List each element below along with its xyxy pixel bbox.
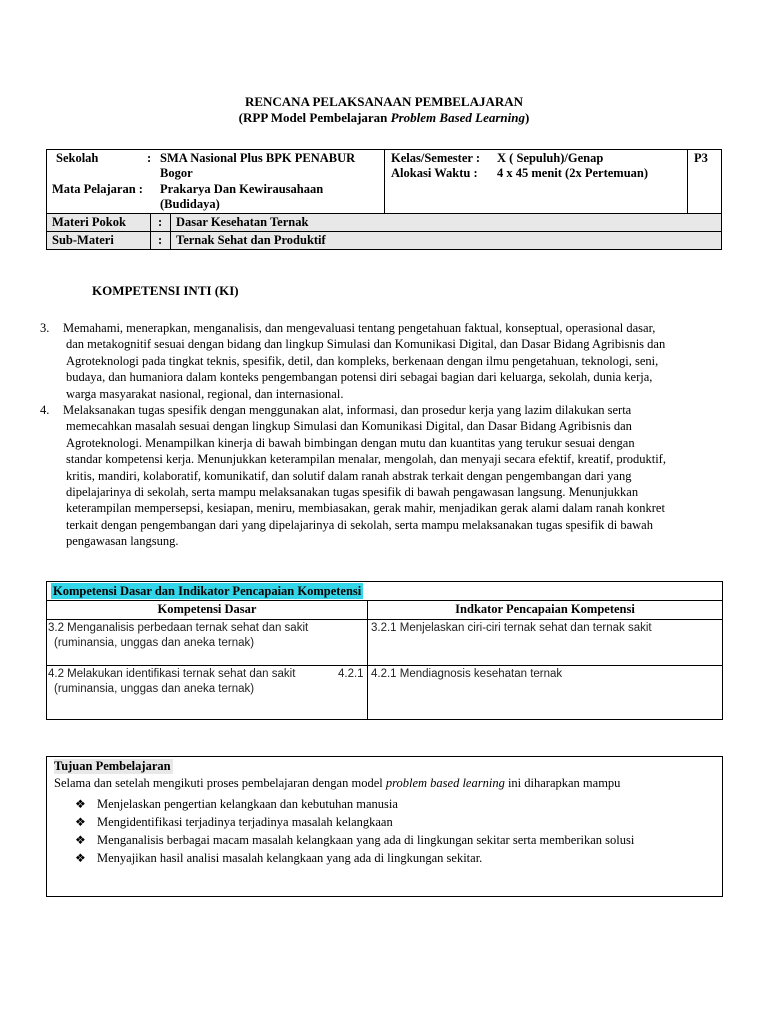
sekolah-colon: :: [147, 151, 152, 165]
ki-line: Melaksanakan tugas spesifik dengan menggunakan alat, informasi, dan prosedur kerja yang lazim dilakukan serta: [63, 403, 632, 417]
tujuan-list: [75, 795, 634, 867]
identity-table: [46, 149, 722, 250]
tujuan-intro: Selama dan setelah mengikuti proses pembelajaran dengan model problem based learning ini diharapkan mampu: [54, 776, 621, 790]
submateri-label: Sub-Materi: [52, 233, 114, 247]
list-item: ❖ Menjelaskan pengertian kelangkaan dan kebutuhan manusia: [75, 797, 398, 811]
kelas-label: Kelas/Semester :: [391, 151, 480, 165]
page-code: P3: [694, 151, 708, 165]
materi-value: Dasar Kesehatan Ternak: [176, 215, 309, 229]
ipk-row-1-text: 3.2.1 Menjelaskan ciri-ciri ternak sehat dan ternak sakit: [371, 622, 652, 634]
diamond-bullet-icon: ❖: [75, 833, 86, 847]
ki-item-3: [40, 320, 740, 402]
ki-line: pengawasan langsung.: [66, 534, 179, 549]
ipk-row-2-text: 4.2.1 Mendiagnosis kesehatan ternak: [371, 668, 563, 680]
kd-row-2-text-cont: (ruminansia, unggas dan aneka ternak): [54, 683, 255, 695]
kd-row-2-tail: 4.2.1: [338, 668, 364, 680]
list-item: ❖ Menyajikan hasil analisi masalah kelangkaan yang ada di lingkungan sekitar.: [75, 851, 483, 865]
ki-line: terkait dengan pengembangan dari yang dipelajarinya di sekolah, serta mampu melaksanakan tugas spesifik di bawah: [66, 517, 653, 532]
kd-col-header: Kompetensi Dasar: [157, 602, 257, 616]
tujuan-box: [46, 756, 723, 897]
list-item: ❖ Menganalisis berbagai macam masalah kelangkaan yang ada di lingkungan sekitar serta memberikan solusi: [75, 833, 635, 847]
ipk-col-header: Indkator Pencapaian Kompetensi: [455, 602, 635, 616]
ki-line: Agroteknologi pada tingkat teknis, spesifik, detil, dan kompleks, berkenaan dengan ilmu pengetahuan, teknologi, seni,: [66, 353, 659, 368]
sekolah-label: Sekolah: [56, 151, 99, 165]
ki-line: standar kompetensi kerja. Menunjukkan keterampilan menalar, mengolah, dan menyaji secara efektif, kreatif, produktif,: [66, 452, 666, 467]
materi-label: Materi Pokok: [52, 215, 126, 229]
materi-colon: :: [158, 215, 163, 229]
alokasi-label: Alokasi Waktu :: [391, 166, 478, 180]
diamond-bullet-icon: ❖: [75, 797, 86, 811]
ki-line: keterampilan mempersepsi, kesiapan, meniru, membiasakan, gerak mahir, menjadikan gerak alami dalam ranah konkret: [66, 501, 665, 516]
kd-row-2-text: 4.2 Melakukan identifikasi ternak sehat dan sakit: [48, 668, 296, 680]
diamond-bullet-icon: ❖: [75, 815, 86, 829]
document-title: RENCANA PELAKSANAAN PEMBELAJARAN: [244, 94, 524, 109]
ki-item-4: [40, 402, 740, 550]
mapel-label: Mata Pelajaran :: [52, 182, 143, 196]
ki-line: dipelajarinya di sekolah, serta mampu melaksanakan tugas spesifik di bawah pengawasan langsung. Menunjukkan: [66, 485, 639, 500]
mapel-value-cont: (Budidaya): [160, 197, 220, 211]
ki-line: Memahami, menerapkan, menganalisis, dan mengevaluasi tentang pengetahuan faktual, konseptual, operasional dasar,: [63, 321, 656, 335]
ki-heading: KOMPETENSI INTI (KI): [92, 283, 239, 298]
submateri-value: Ternak Sehat dan Produktif: [176, 233, 326, 247]
sekolah-value-cont: Bogor: [160, 166, 193, 180]
kd-row-1-text: 3.2 Menganalisis perbedaan ternak sehat dan sakit: [48, 622, 309, 634]
submateri-colon: :: [158, 233, 163, 247]
ki-line: memecahkan masalah sesuai dengan lingkup Simulasi dan Komunikasi Digital, dan Dasar Bidang Agribisnis dan: [66, 419, 632, 434]
alokasi-value: 4 x 45 menit (2x Pertemuan): [497, 166, 649, 180]
list-item: ❖ Mengidentifikasi terjadinya terjadinya masalah kelangkaan: [75, 815, 393, 829]
kd-table: [46, 581, 723, 720]
ki-line: warga masyarakat nasional, regional, dan internasional.: [66, 386, 344, 401]
kd-table-title: Kompetensi Dasar dan Indikator Pencapaian Kompetensi: [53, 584, 362, 598]
document-subtitle: (RPP Model Pembelajaran Problem Based Learning): [238, 110, 530, 125]
diamond-bullet-icon: ❖: [75, 851, 86, 865]
sekolah-value: SMA Nasional Plus BPK PENABUR: [160, 151, 356, 165]
ki-item-number: 4.: [40, 403, 50, 417]
ki-line: budaya, dan humaniora dalam konteks pengembangan potensi diri sebagai bagian dari keluarga, sekolah, dunia kerja,: [66, 370, 653, 385]
tujuan-heading: Tujuan Pembelajaran: [54, 759, 171, 773]
ki-line: Agroteknologi. Menampilkan kinerja di bawah bimbingan dengan mutu dan kuantitas yang terukur sesuai dengan: [66, 435, 635, 450]
ki-item-number: 3.: [40, 321, 50, 335]
ki-line: dan metakognitif sesuai dengan bidang dan lingkup Simulasi dan Komunikasi Digital, dan Dasar Bidang Agribisnis dan: [66, 337, 666, 352]
kd-row-1-text-cont: (ruminansia, unggas dan aneka ternak): [54, 637, 255, 649]
ki-line: kritis, mandiri, kolaboratif, komunikatif, dan solutif dalam ranah abstrak terkait dengan pengembangan dari yang: [66, 468, 632, 483]
kelas-value: X ( Sepuluh)/Genap: [497, 151, 604, 165]
mapel-value: Prakarya Dan Kewirausahaan: [160, 182, 324, 196]
